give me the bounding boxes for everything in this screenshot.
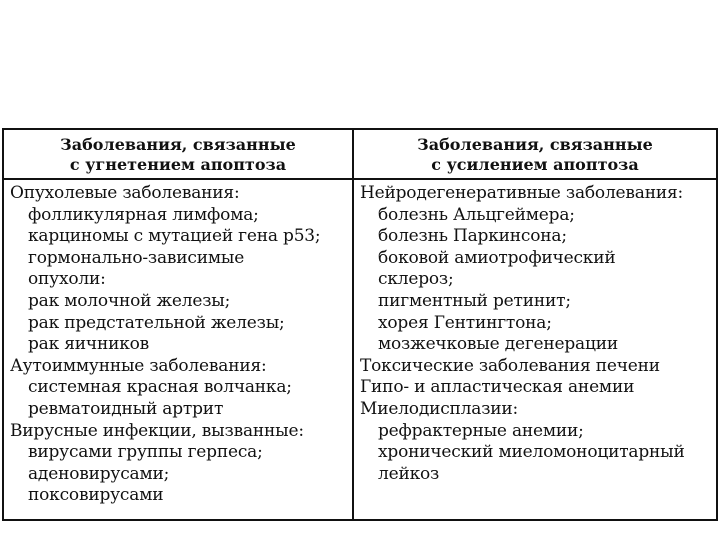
list-item: болезнь Паркинсона;: [378, 226, 567, 247]
category-line: Аутоиммунные заболевания:: [10, 355, 267, 376]
category-line: Миелодисплазии:: [360, 398, 519, 419]
list-item: ревматоидный артрит: [28, 398, 224, 419]
list-item: мозжечковые дегенерации: [378, 334, 618, 355]
list-item: гормонально-зависимые: [28, 247, 245, 268]
list-item: карциномы с мутацией гена p53;: [28, 226, 321, 247]
column-divider: [352, 130, 354, 519]
list-item: рак предстательной железы;: [28, 312, 285, 333]
list-item: системная красная волчанка;: [28, 377, 292, 398]
list-item: хронический миеломоноцитарный: [378, 442, 685, 463]
category-line: Токсические заболевания печени: [360, 355, 660, 376]
list-item: вирусами группы герпеса;: [28, 442, 263, 463]
header-left: [4, 135, 352, 175]
header-left-line: с угнетением апоптоза: [69, 155, 287, 174]
category-line: Нейродегенеративные заболевания:: [360, 183, 684, 203]
list-item: хорея Гентингтона;: [378, 312, 552, 333]
list-item: болезнь Альцгеймера;: [378, 204, 575, 225]
category-line: Опухолевые заболевания:: [10, 183, 240, 203]
category-line: Вирусные инфекции, вызванные:: [10, 420, 304, 441]
list-item: опухоли:: [28, 269, 106, 290]
header-right-line: с усилением апоптоза: [431, 155, 639, 174]
header-divider: [4, 178, 716, 180]
list-item: лейкоз: [378, 463, 440, 484]
list-item: пигментный ретинит;: [378, 290, 571, 311]
list-item: боковой амиотрофический: [378, 247, 616, 268]
left-column: [10, 183, 348, 507]
disease-table: [2, 128, 718, 521]
list-item: склероз;: [378, 269, 454, 290]
category-line: Гипо- и апластическая анемии: [360, 377, 635, 398]
header-left-line: Заболевания, связанные: [60, 135, 296, 154]
right-column: [360, 183, 712, 485]
list-item: поксовирусами: [28, 485, 164, 506]
header-right-line: Заболевания, связанные: [417, 135, 653, 154]
list-item: фолликулярная лимфома;: [28, 204, 259, 225]
list-item: рак яичников: [28, 334, 150, 355]
list-item: рефрактерные анемии;: [378, 420, 584, 441]
list-item: рак молочной железы;: [28, 290, 231, 311]
header-right: [354, 135, 716, 175]
list-item: аденовирусами;: [28, 463, 170, 484]
